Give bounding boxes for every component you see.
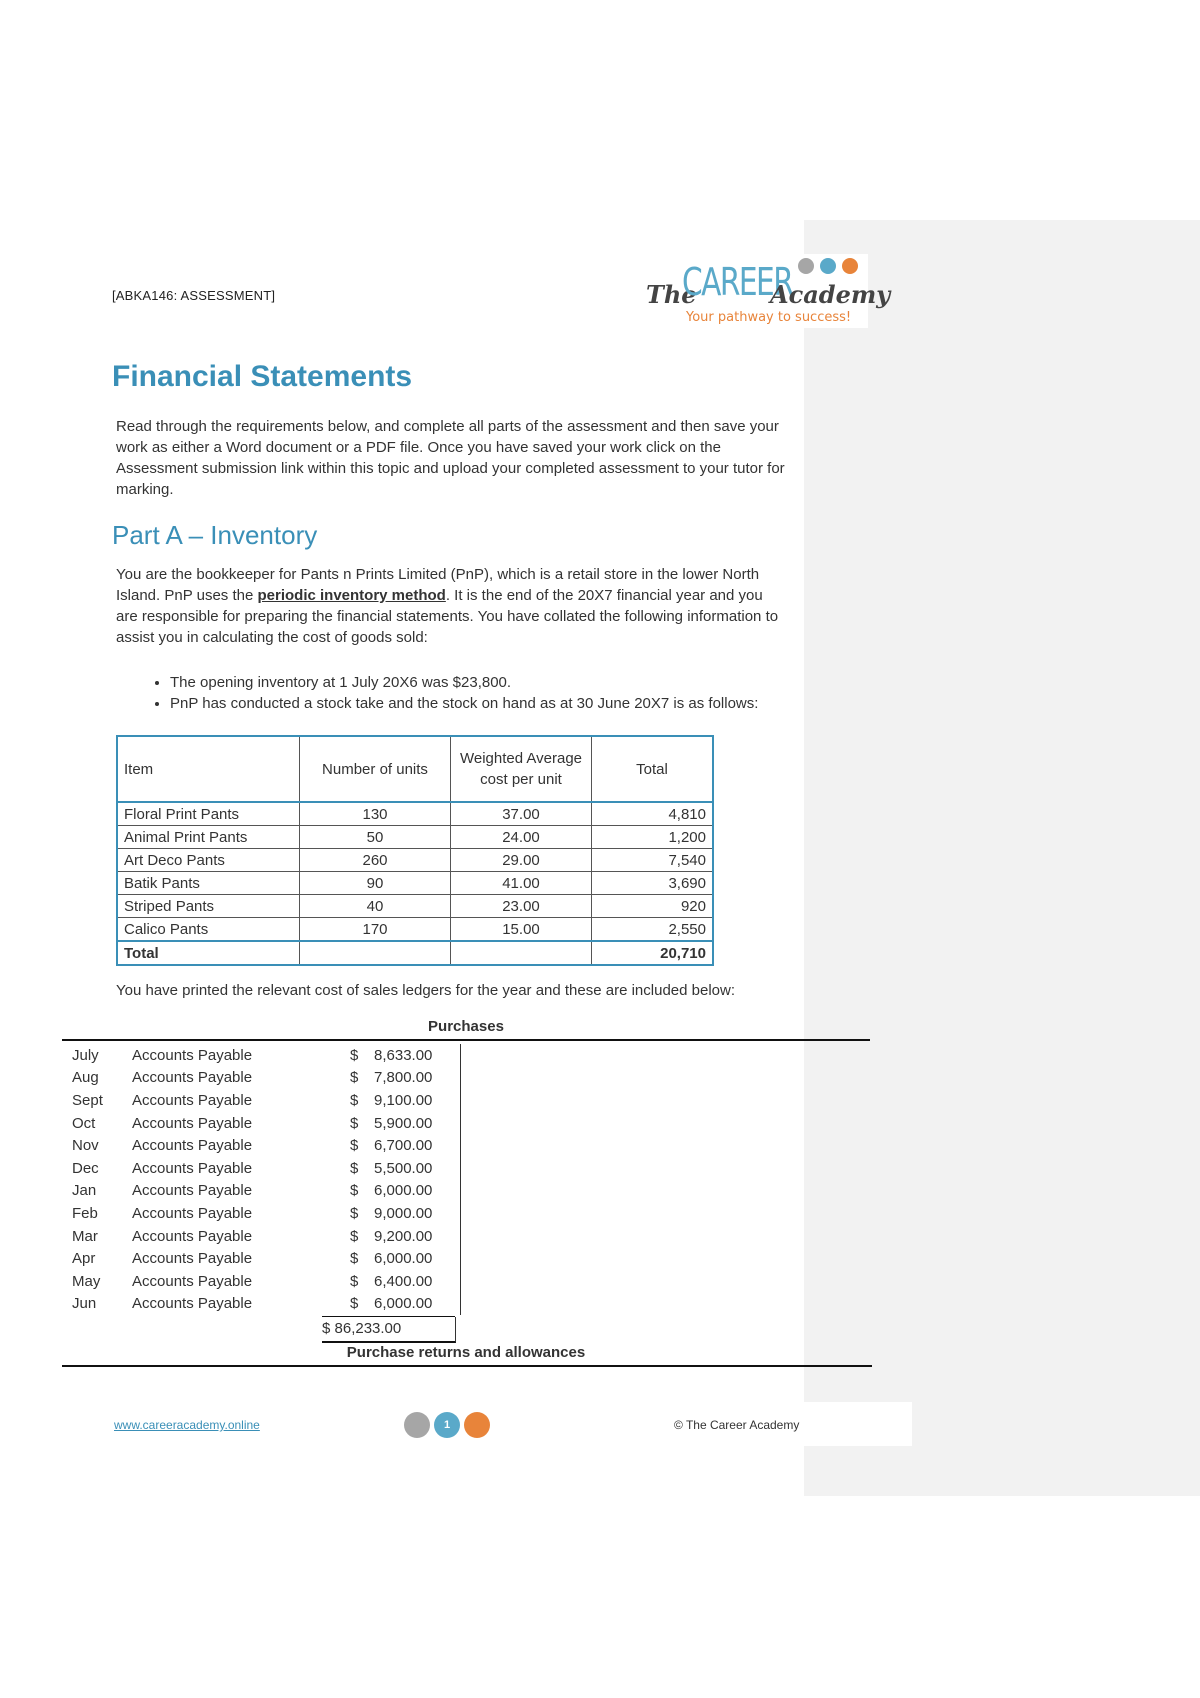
cell-cost: 29.00 [451,849,592,872]
ledger-month: Oct [72,1114,96,1132]
ledger-amount: 9,200.00 [374,1225,461,1248]
ledger-amount: 6,000.00 [374,1180,461,1203]
logo-academy: Academy [770,280,891,309]
inventory-table [116,735,714,966]
table-row [62,1180,461,1203]
table-row [62,1157,461,1180]
purchases-title: Purchases [428,1018,504,1035]
cell-units: 40 [300,895,451,918]
ledger-amount: 6,700.00 [374,1134,461,1157]
ledger-account: Accounts Payable [132,1137,253,1155]
logo-dot-orange [842,258,858,274]
ledger-currency: $ [350,1137,359,1155]
cell-item: Batik Pants [117,872,300,895]
ledger-account: Accounts Payable [132,1159,253,1177]
table-row [117,872,713,895]
ledger-month: Nov [72,1137,99,1155]
part-a-text-before: You are the bookkeeper for Pants n Prints Limited (PnP), which is a retail store in the lower North Island. PnP uses the [116,566,760,604]
periodic-inventory-link[interactable]: periodic inventory method [257,587,446,604]
part-a-bullets [128,672,830,714]
page-number: 1 [434,1412,460,1438]
returns-title: Purchase returns and allowances [346,1344,586,1361]
part-a-heading: Part A – Inventory [112,520,318,550]
ledger-account: Accounts Payable [132,1114,253,1132]
ledger-month: May [72,1272,101,1290]
purchases-rule [62,1039,870,1041]
assessment-code: [ABKA146: ASSESSMENT] [112,288,276,303]
header-units: Number of units [300,736,451,802]
cell-total: 7,540 [592,849,714,872]
table-row [62,1225,461,1248]
footer-dot-gray [404,1412,430,1438]
intro-paragraph: Read through the requirements below, and complete all parts of the assessment and then save your work as either a Word document or a PDF file. Once you have saved your work click on the Assessment submission link within this topic and upload your completed assessment to your tutor for marking. [116,418,785,498]
cell-units: 260 [300,849,451,872]
ledger-currency: $ [350,1227,359,1245]
page-title: Financial Statements [112,360,413,393]
ledger-intro: You have printed the relevant cost of sales ledgers for the year and these are included below: [116,982,736,999]
total-label: Total [117,941,300,965]
ledger-month: Jan [72,1182,97,1200]
logo-dot-blue [820,258,836,274]
table-total-row [117,941,713,965]
table-row [62,1293,461,1316]
cell-total: 4,810 [592,802,714,826]
ledger-month: July [72,1046,99,1064]
ledger-month: Jun [72,1295,97,1313]
ledger-account: Accounts Payable [132,1227,253,1245]
ledger-month: Aug [72,1069,99,1087]
ledger-month: Dec [72,1159,99,1177]
ledger-month: Sept [72,1091,103,1109]
ledger-month: Apr [72,1250,96,1268]
ledger-amount: 5,500.00 [374,1157,461,1180]
logo-dot-gray [798,258,814,274]
footer-copyright: © The Career Academy [674,1418,800,1432]
ledger-account: Accounts Payable [132,1204,253,1222]
table-row [117,802,713,826]
list-item: • PnP has conducted a stock take and the stock on hand as at 30 June 20X7 is as follows: [170,693,830,714]
part-a-paragraph [116,564,786,648]
ledger-account: Accounts Payable [132,1182,253,1200]
header-total: Total [592,736,714,802]
cell-total: 1,200 [592,826,714,849]
cell-cost: 41.00 [451,872,592,895]
ledger-account: Accounts Payable [132,1046,253,1064]
ledger-account: Accounts Payable [132,1091,253,1109]
part-a-text-after: . It is the end of the 20X7 financial year and you are responsible for preparing the financial statements. You have collated the following information to assist you in calculating the cost of goods sold: [116,587,779,646]
cell-units: 170 [300,918,451,942]
ledger-amount: 8,633.00 [374,1044,461,1067]
cell-item: Animal Print Pants [117,826,300,849]
ledger-amount: 6,000.00 [374,1293,461,1316]
cell-total: 3,690 [592,872,714,895]
cell-cost: 15.00 [451,918,592,942]
table-row [62,1044,461,1067]
ledger-month: Feb [72,1204,98,1222]
ledger-month: Mar [72,1227,98,1245]
table-row [62,1134,461,1157]
total-empty-units [300,941,451,965]
cell-total: 2,550 [592,918,714,942]
ledger-currency: $ [350,1114,359,1132]
table-row [117,826,713,849]
purchases-ledger [62,1044,461,1315]
table-row [62,1067,461,1090]
table-row [62,1112,461,1135]
logo-the: The [646,280,697,309]
comment-margin [804,220,1200,1496]
ledger-currency: $ [350,1069,359,1087]
purchases-total: $ 86,233.00 [322,1317,456,1343]
table-row [117,895,713,918]
cell-item: Art Deco Pants [117,849,300,872]
cell-cost: 23.00 [451,895,592,918]
career-academy-logo [644,254,891,328]
table-row [117,849,713,872]
cell-cost: 37.00 [451,802,592,826]
ledger-amount: 9,100.00 [374,1089,461,1112]
header-item: Item [117,736,300,802]
ledger-amount: 6,000.00 [374,1247,461,1270]
table-row [62,1202,461,1225]
ledger-currency: $ [350,1295,359,1313]
cell-item: Striped Pants [117,895,300,918]
cell-units: 90 [300,872,451,895]
table-header-row [117,736,713,802]
cell-cost: 24.00 [451,826,592,849]
table-row [62,1089,461,1112]
ledger-amount: 5,900.00 [374,1112,461,1135]
cell-units: 50 [300,826,451,849]
total-empty-cost [451,941,592,965]
header-avg-cost: Weighted Average cost per unit [451,736,592,802]
total-value: 20,710 [592,941,714,965]
ledger-amount: 9,000.00 [374,1202,461,1225]
ledger-account: Accounts Payable [132,1272,253,1290]
ledger-currency: $ [350,1182,359,1200]
cell-total: 920 [592,895,714,918]
table-row [62,1247,461,1270]
ledger-account: Accounts Payable [132,1069,253,1087]
ledger-currency: $ [350,1272,359,1290]
returns-rule [62,1365,872,1367]
ledger-currency: $ [350,1204,359,1222]
cell-item: Calico Pants [117,918,300,942]
comment-margin-footer [804,1402,912,1446]
ledger-currency: $ [350,1046,359,1064]
ledger-currency: $ [350,1250,359,1268]
ledger-currency: $ [350,1159,359,1177]
cell-units: 130 [300,802,451,826]
footer-dot-orange [464,1412,490,1438]
ledger-amount: 6,400.00 [374,1270,461,1293]
footer-website-link[interactable]: www.careeracademy.online [114,1418,260,1432]
table-row [117,918,713,942]
logo-career: CAREER [682,260,793,304]
table-row [62,1270,461,1293]
ledger-amount: 7,800.00 [374,1067,461,1090]
logo-tagline: Your pathway to success! [686,310,852,325]
ledger-account: Accounts Payable [132,1295,253,1313]
ledger-account: Accounts Payable [132,1250,253,1268]
list-item: • The opening inventory at 1 July 20X6 was $23,800. [170,672,830,693]
cell-item: Floral Print Pants [117,802,300,826]
ledger-currency: $ [350,1091,359,1109]
